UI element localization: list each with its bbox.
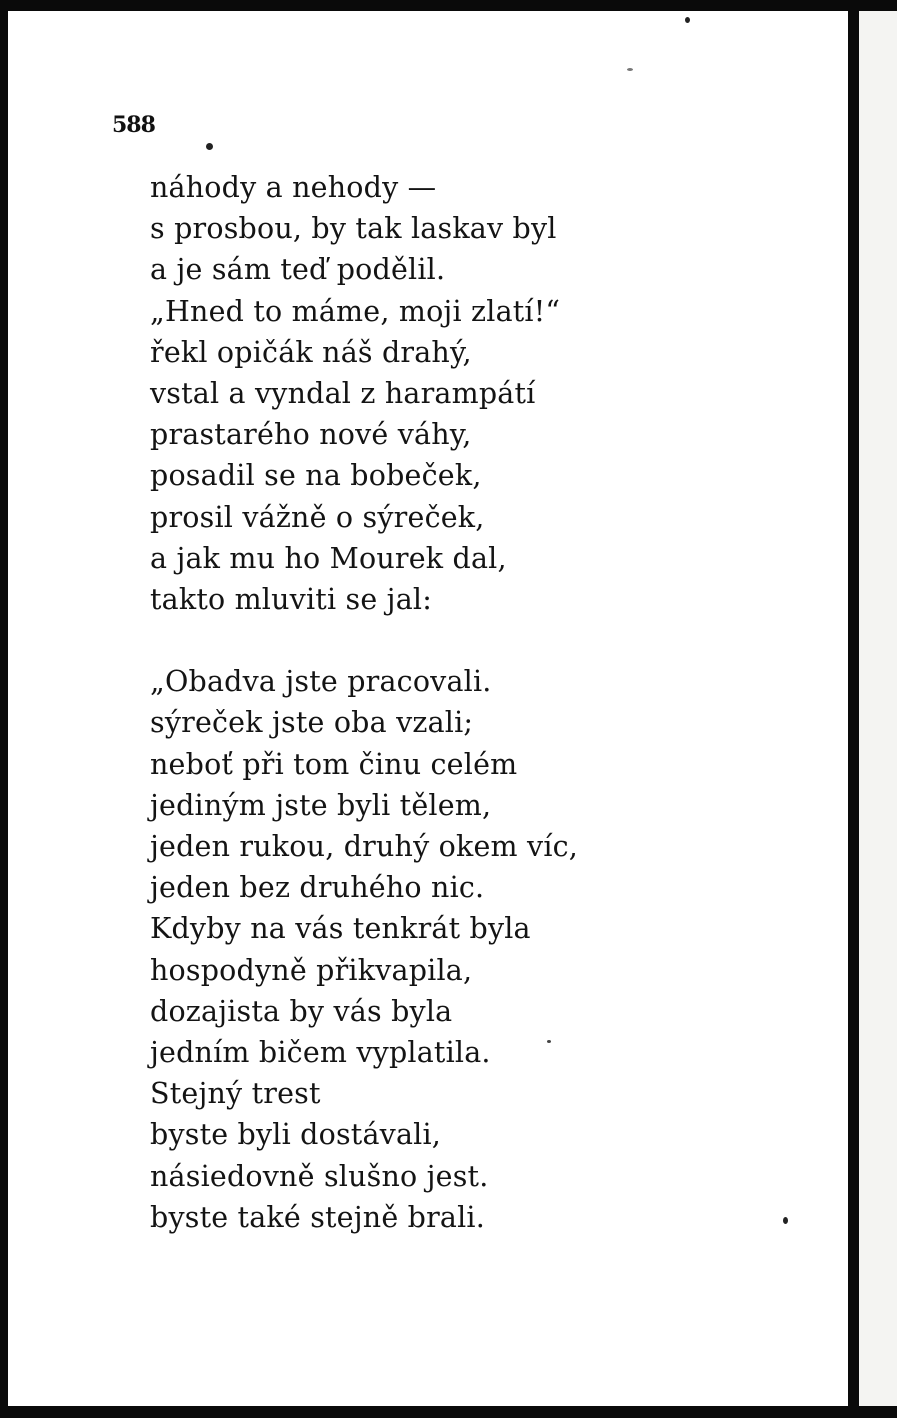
facing-page-edge [859,11,897,1406]
verse-line: jedním bičem vyplatila. [150,1036,491,1070]
verse-line: „Obadva jste pracovali. [150,665,492,699]
verse-line: dozajista by vás byla [150,994,453,1028]
verse-line: byste také stejně brali. [150,1200,485,1234]
verse-line: Stejný trest [150,1077,321,1111]
poem-text [150,167,578,1238]
stanza [150,167,578,620]
verse-line: takto mluviti se jal: [150,583,433,617]
verse-line: hospodyně přikvapila, [150,953,473,987]
verse-line: jediným jste byli tělem, [150,788,492,822]
ink-speck [206,143,213,150]
ink-speck [627,68,633,71]
verse-line: „Hned to máme, moji zlatí!“ [150,294,561,328]
verse-line: prosil vážně o sýreček, [150,500,485,534]
ink-speck [783,1217,788,1224]
scan-border-bottom [0,1406,897,1418]
verse-line: a je sám teď podělil. [150,253,446,287]
verse-line: řekl opičák náš drahý, [150,335,472,369]
verse-line: Kdyby na vás tenkrát byla [150,912,531,946]
verse-line: sýreček jste oba vzali; [150,706,474,740]
verse-line: s prosbou, by tak laskav byl [150,212,557,246]
scan-border-top [0,0,897,11]
ink-speck [685,17,690,23]
stanza [150,661,578,1238]
verse-line: a jak mu ho Mourek dal, [150,541,507,575]
scan-border-left [0,0,8,1418]
verse-line: násiedovně slušno jest. [150,1159,489,1193]
verse-line: náhody a nehody — [150,171,437,204]
page-number: 588 [112,112,155,138]
verse-line: neboť při tom činu celém [150,747,518,781]
verse-line: jeden rukou, druhý okem víc, [150,830,579,864]
verse-line: posadil se na bobeček, [150,459,482,493]
book-gutter [848,0,859,1418]
verse-line: vstal a vyndal z harampátí [150,377,536,411]
verse-line: byste byli dostávali, [150,1118,442,1152]
verse-line: jeden bez druhého nic. [150,871,485,905]
verse-line: prastarého nové váhy, [150,418,472,452]
